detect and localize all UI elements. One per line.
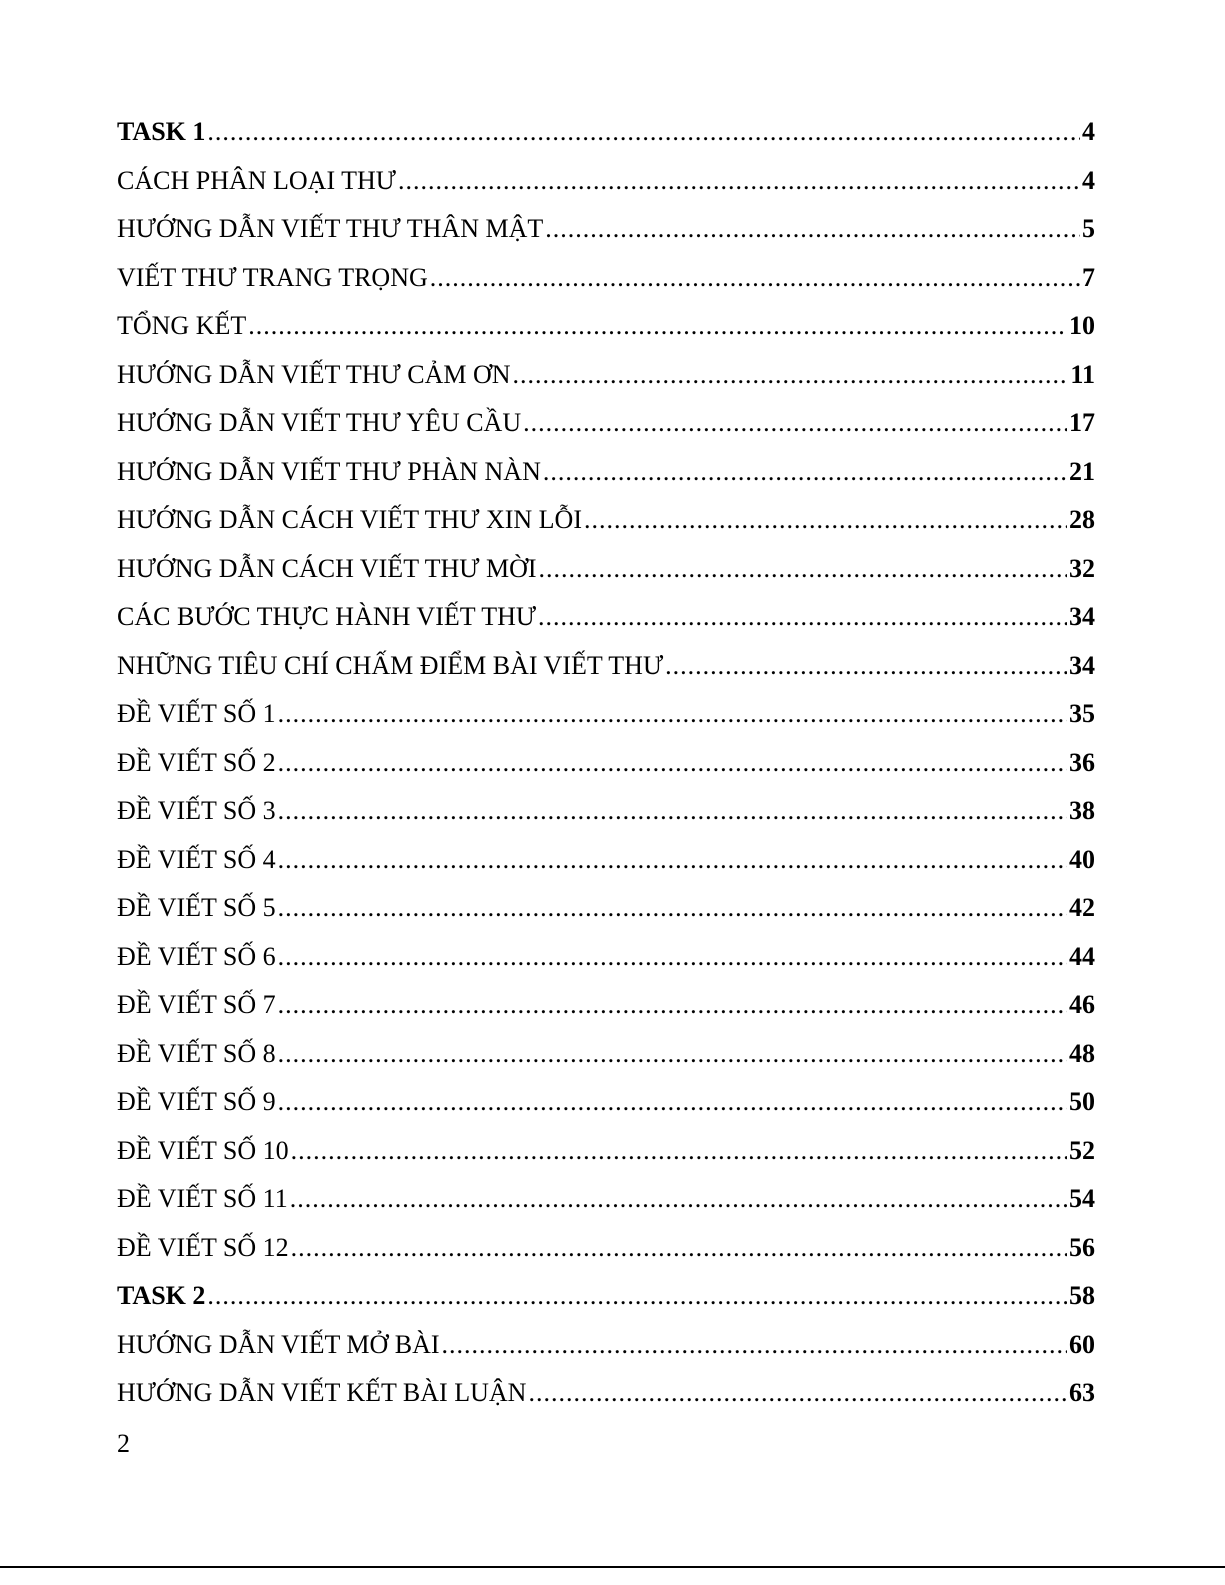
toc-entry[interactable] [117, 690, 1095, 739]
toc-entry-page-number: 54 [1069, 1184, 1095, 1213]
toc-entry-title: HƯỚNG DẪN VIẾT THƯ PHÀN NÀN [117, 456, 541, 486]
toc-dot-leader [278, 884, 1067, 933]
toc-entry-page-number: 56 [1069, 1232, 1095, 1262]
toc-entry[interactable] [117, 739, 1095, 788]
toc-entry-page-number: 4 [1082, 117, 1095, 146]
toc-entry-title: ĐỀ VIẾT SỐ 9 [117, 1087, 276, 1116]
toc-entry-page-number: 21 [1069, 456, 1095, 486]
toc-entry-page-number: 46 [1069, 990, 1095, 1019]
toc-entry-title: CÁCH PHÂN LOẠI THƯ [117, 165, 396, 195]
toc-entry[interactable] [117, 836, 1095, 885]
toc-entry[interactable] [117, 642, 1095, 691]
toc-entry-page-number: 36 [1069, 747, 1095, 777]
toc-dot-leader [207, 108, 1080, 157]
toc-entry-page-number: 38 [1069, 796, 1095, 825]
table-of-contents [117, 108, 1095, 1418]
toc-entry[interactable] [117, 1369, 1095, 1418]
toc-entry-page-number: 40 [1069, 844, 1095, 874]
toc-entry-title: NHỮNG TIÊU CHÍ CHẤM ĐIỂM BÀI VIẾT THƯ [117, 650, 664, 680]
toc-dot-leader [543, 448, 1067, 497]
toc-entry[interactable] [117, 1272, 1095, 1321]
toc-entry-title: ĐỀ VIẾT SỐ 7 [117, 990, 276, 1019]
toc-entry-page-number: 11 [1070, 359, 1095, 389]
toc-entry[interactable] [117, 351, 1095, 400]
toc-dot-leader [278, 933, 1067, 982]
toc-entry-title: ĐỀ VIẾT SỐ 8 [117, 1038, 276, 1068]
toc-entry-page-number: 17 [1069, 408, 1095, 437]
toc-entry[interactable] [117, 981, 1095, 1030]
toc-dot-leader [539, 545, 1067, 594]
toc-entry[interactable] [117, 1321, 1095, 1370]
toc-entry[interactable] [117, 1127, 1095, 1176]
toc-entry[interactable] [117, 254, 1095, 303]
toc-entry-title: ĐỀ VIẾT SỐ 2 [117, 747, 276, 777]
toc-entry-page-number: 58 [1069, 1281, 1095, 1310]
toc-entry-page-number: 4 [1082, 165, 1095, 195]
toc-dot-leader [430, 254, 1080, 303]
toc-entry-title: TASK 2 [117, 1281, 206, 1310]
toc-entry-title: ĐỀ VIẾT SỐ 4 [117, 844, 276, 874]
toc-entry[interactable] [117, 205, 1095, 254]
toc-entry-page-number: 50 [1069, 1087, 1095, 1116]
toc-entry[interactable] [117, 1030, 1095, 1079]
toc-dot-leader [278, 787, 1067, 836]
toc-entry-page-number: 34 [1069, 602, 1095, 631]
toc-dot-leader [665, 642, 1067, 691]
toc-entry[interactable] [117, 448, 1095, 497]
toc-entry[interactable] [117, 399, 1095, 448]
toc-dot-leader [278, 690, 1067, 739]
toc-entry-title: HƯỚNG DẪN VIẾT THƯ YÊU CẦU [117, 408, 522, 437]
toc-entry-title: CÁC BƯỚC THỰC HÀNH VIẾT THƯ [117, 602, 537, 631]
toc-entry[interactable] [117, 884, 1095, 933]
toc-entry-title: TASK 1 [117, 117, 206, 146]
toc-entry-title: ĐỀ VIẾT SỐ 6 [117, 941, 276, 971]
toc-dot-leader [207, 1272, 1067, 1321]
toc-dot-leader [278, 836, 1067, 885]
toc-entry[interactable] [117, 787, 1095, 836]
toc-entry-page-number: 10 [1069, 311, 1095, 340]
toc-entry-title: TỔNG KẾT [117, 311, 247, 340]
toc-entry-page-number: 52 [1069, 1135, 1095, 1165]
toc-dot-leader [248, 302, 1067, 351]
toc-entry-title: HƯỚNG DẪN CÁCH VIẾT THƯ XIN LỖI [117, 505, 582, 534]
toc-entry-title: HƯỚNG DẪN VIẾT THƯ THÂN MẬT [117, 214, 544, 243]
toc-entry-page-number: 42 [1069, 893, 1095, 922]
toc-dot-leader [278, 1078, 1067, 1127]
toc-dot-leader [545, 205, 1080, 254]
toc-dot-leader [584, 496, 1067, 545]
toc-dot-leader [278, 981, 1067, 1030]
toc-entry-page-number: 44 [1069, 941, 1095, 971]
toc-entry-title: HƯỚNG DẪN VIẾT THƯ CẢM ƠN [117, 359, 511, 389]
toc-entry-page-number: 60 [1069, 1329, 1095, 1359]
toc-entry-page-number: 34 [1069, 650, 1095, 680]
toc-entry[interactable] [117, 1175, 1095, 1224]
toc-entry-page-number: 32 [1069, 553, 1095, 583]
toc-entry-page-number: 7 [1082, 262, 1095, 292]
toc-entry-page-number: 5 [1082, 214, 1095, 243]
toc-dot-leader [291, 1127, 1067, 1176]
toc-dot-leader [278, 739, 1067, 788]
toc-entry-page-number: 35 [1069, 699, 1095, 728]
toc-entry-title: ĐỀ VIẾT SỐ 10 [117, 1135, 289, 1165]
toc-dot-leader [291, 1224, 1067, 1273]
toc-entry[interactable] [117, 933, 1095, 982]
toc-dot-leader [538, 593, 1067, 642]
toc-dot-leader [513, 351, 1069, 400]
toc-entry[interactable] [117, 108, 1095, 157]
toc-entry-title: HƯỚNG DẪN VIẾT KẾT BÀI LUẬN [117, 1378, 527, 1407]
toc-dot-leader [290, 1175, 1067, 1224]
toc-entry-title: ĐỀ VIẾT SỐ 12 [117, 1232, 289, 1262]
page-number: 2 [117, 1429, 130, 1458]
toc-entry-page-number: 63 [1069, 1378, 1095, 1407]
toc-entry[interactable] [117, 593, 1095, 642]
bottom-rule [0, 1566, 1225, 1568]
toc-entry[interactable] [117, 1224, 1095, 1273]
toc-entry-title: VIẾT THƯ TRANG TRỌNG [117, 262, 428, 292]
toc-entry[interactable] [117, 157, 1095, 206]
toc-entry-title: ĐỀ VIẾT SỐ 3 [117, 796, 276, 825]
toc-entry[interactable] [117, 302, 1095, 351]
toc-entry[interactable] [117, 1078, 1095, 1127]
toc-entry-page-number: 48 [1069, 1038, 1095, 1068]
toc-entry-title: ĐỀ VIẾT SỐ 11 [117, 1184, 288, 1213]
toc-dot-leader [442, 1321, 1067, 1370]
toc-dot-leader [523, 399, 1067, 448]
toc-dot-leader [278, 1030, 1067, 1079]
toc-dot-leader [528, 1369, 1067, 1418]
toc-entry-page-number: 28 [1069, 505, 1095, 534]
toc-entry-title: ĐỀ VIẾT SỐ 5 [117, 893, 276, 922]
toc-entry-title: ĐỀ VIẾT SỐ 1 [117, 699, 276, 728]
toc-entry[interactable] [117, 545, 1095, 594]
toc-entry-title: HƯỚNG DẪN VIẾT MỞ BÀI [117, 1329, 440, 1359]
toc-dot-leader [398, 157, 1080, 206]
toc-entry[interactable] [117, 496, 1095, 545]
toc-entry-title: HƯỚNG DẪN CÁCH VIẾT THƯ MỜI [117, 553, 537, 583]
